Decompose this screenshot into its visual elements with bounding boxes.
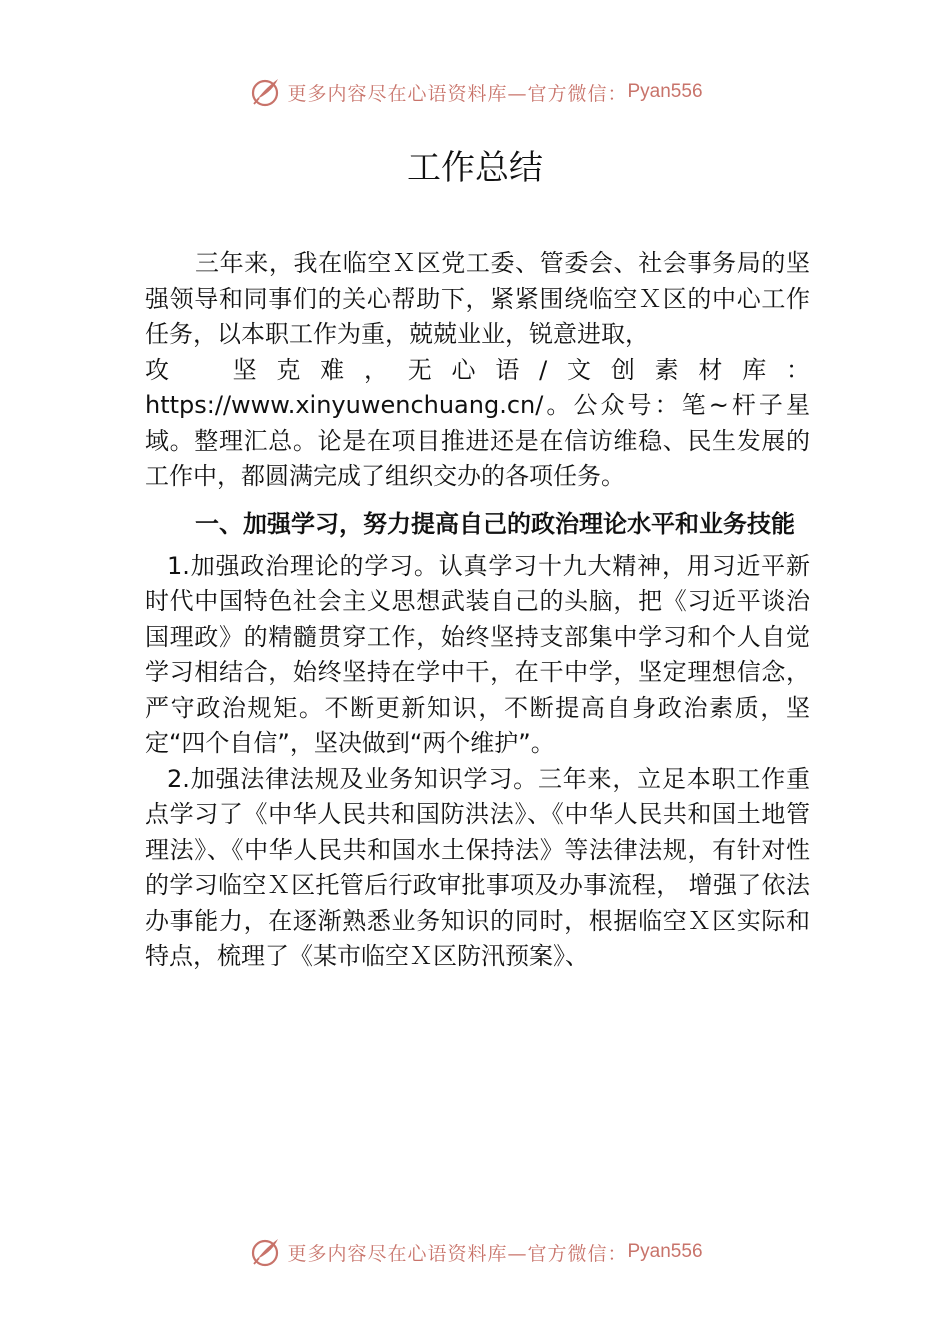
- watermark-text: 更多内容尽在心语资料库—官方微信：: [287, 1242, 628, 1265]
- watermark-wechat-id: Pyan556: [627, 81, 703, 102]
- item-political-theory: 1.加强政治理论的学习。认真学习十九大精神，用习近平新时代中国特色社会主义思想武装自己的头脑，把《习近平谈治国理政》的精髓贯穿工作，始终坚持支部集中学习和个人自觉学习相结合，始终坚持在学中干，在干中学，坚定理想信念，严守政治规矩。不断更新知识，不断提高自身政治素质，坚定“四个自信”，坚决做到“两个维护”。: [145, 551, 810, 757]
- section-heading-1: 一、加强学习，努力提高自己的政治理论水平和业务技能: [195, 509, 795, 538]
- item-law-study: 2.加强法律法规及业务知识学习。三年来，立足本职工作重点学习了《中华人民共和国防洪法》、《中华人民共和国土地管理法》、《中华人民共和国水土保持法》等法律法规，有针对性的学习临空Ｘ区托管后行政审批事项及办事流程， 增强了依法办事能力，在逐渐熟悉业务知识的同时，根据临空Ｘ区实际和特点，梳理了《某市临空Ｘ区防汛预案》、: [145, 764, 810, 970]
- quill-logo-icon: [247, 74, 283, 110]
- intro-paragraph-spread-line: 攻 坚克难，无心语/文创素材库：: [145, 355, 810, 384]
- document-body: [145, 246, 810, 975]
- quill-logo-icon: [247, 1234, 283, 1270]
- watermark-header: [0, 72, 950, 112]
- intro-paragraph-end: https://www.xinyuwenchuang.cn/。公众号：笔~杆子星域。整理汇总。论是在项目推进还是在信访维稳、民生发展的工作中，都圆满完成了组织交办的各项任务。: [145, 391, 810, 490]
- watermark-footer: [0, 1232, 950, 1272]
- watermark-wechat-id: Pyan556: [627, 1241, 703, 1262]
- intro-paragraph-start: 三年来，我在临空Ｘ区党工委、管委会、社会事务局的坚强领导和同事们的关心帮助下，紧紧围绕临空Ｘ区的中心工作任务，以本职工作为重，兢兢业业，锐意进取，: [145, 249, 810, 348]
- watermark-text: 更多内容尽在心语资料库—官方微信：: [287, 82, 628, 105]
- document-title: 工作总结: [407, 148, 543, 188]
